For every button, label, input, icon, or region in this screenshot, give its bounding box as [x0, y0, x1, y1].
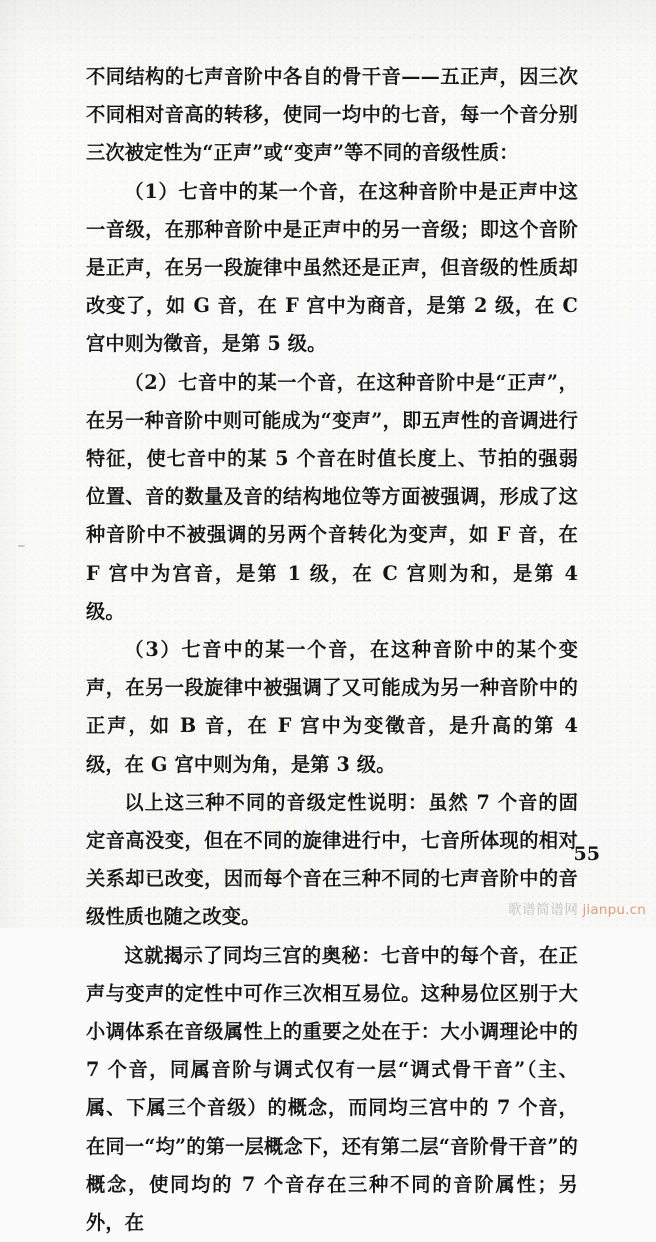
paragraph-item-2: （2）七音中的某一个音，在这种音阶中是“正声”，在另一种音阶中则可能成为“变声”，即五声性的音调进行特征，使七音中的某 5 个音在时值长度上、节拍的强弱位置、音的数量及音的结构地位等方面被强调，形成了这种音阶中不被强调的另两个音转化为变声，如 F 音，在 F 宫中为宫音，是第 1 级，在 C 宫则为和，是第 4 级。	[86, 370, 578, 623]
paragraph-summary: 以上这三种不同的音级定性说明：虽然 7 个音的固定音高没变，但在不同的旋律进行中，七音所体现的相对关系却已改变，因而每个音在三种不同的七声音阶中的音级性质也随之改变。	[86, 790, 578, 929]
site-watermark	[0, 898, 646, 918]
scan-left-edge-shading	[0, 0, 26, 928]
scan-artifact-speck	[18, 545, 25, 547]
paragraph-intro: 不同结构的七声音阶中各自的骨干音——五正声，因三次不同相对音高的转移，使同一均中的七音，每一个音分别三次被定性为“正声”或“变声”等不同的音级性质：	[86, 65, 578, 165]
watermark-site-name: 歌谱简谱网	[507, 902, 579, 918]
paragraph-item-1: （1）七音中的某一个音，在这种音阶中是正声中这一音级，在那种音阶中是正声中的另一音级；即这个音阶是正声，在另一段旋律中虽然还是正声，但音级的性质却改变了，如 G 音，在 F 宫中为商音，是第 2 级，在 C 宫中则为徵音，是第 5 级。	[86, 179, 578, 356]
paragraph-conclusion: 这就揭示了同均三宫的奥秘：七音中的每个音，在正声与变声的定性中可作三次相互易位。这种易位区别于大小调体系在音级属性上的重要之处在于：大小调理论中的 7 个音，同属音阶与调式仅有一层“调式骨干音”（主、属、下属三个音级）的概念，而同均三宫中的 7 个音，在同一“均”的第一层概念下，还有第二层“音阶骨干音”的概念，使同均的 7 个音存在三种不同的音阶属性；另外，在	[86, 943, 578, 1235]
scan-top-edge-shading	[0, 0, 656, 58]
watermark-domain: jianpu.cn	[582, 902, 646, 918]
paragraph-item-3: （3）七音中的某一个音，在这种音阶中的某个变声，在另一段旋律中被强调了又可能成为另一种音阶中的正声，如 B 音，在 F 宫中为变徵音，是升高的第 4 级，在 G 宫中则为角，是第 3 级。	[86, 638, 578, 776]
page-body-text	[86, 58, 578, 1242]
page-number: 55	[573, 843, 600, 865]
